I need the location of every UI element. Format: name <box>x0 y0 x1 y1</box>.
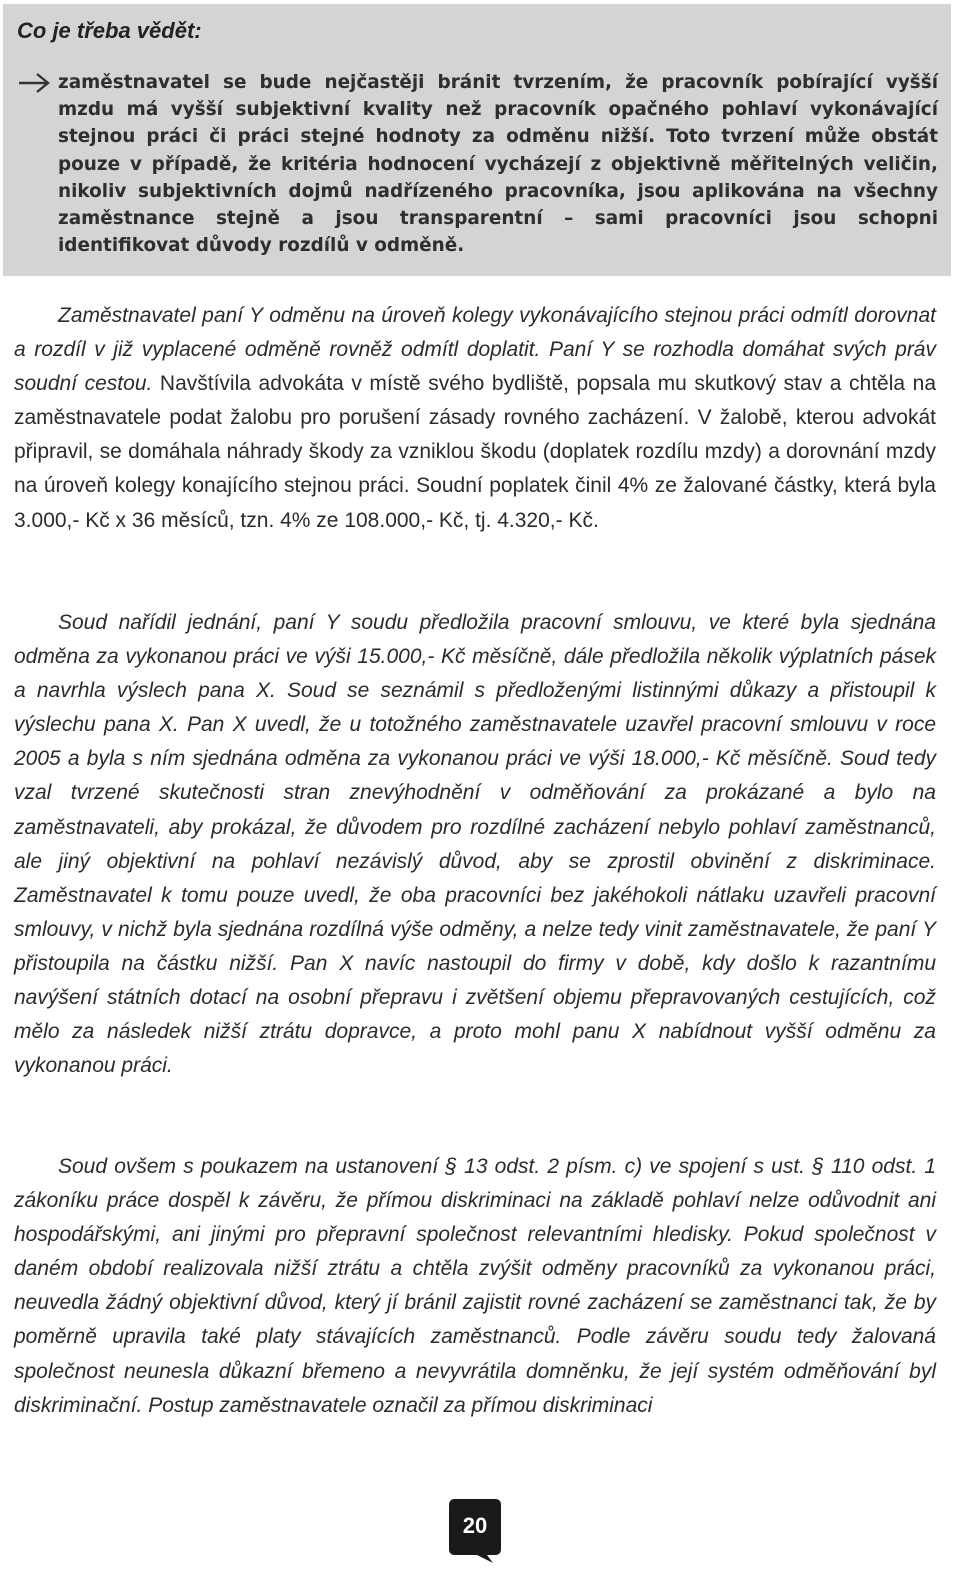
paragraph-1-part-2: Navštívila advokáta v místě svého bydliště, popsala mu skutkový stav a chtěla na zaměstnavatele podat žalobu pro porušení zásady rovného zacházení. <box>14 372 936 430</box>
page-number: 20 <box>462 1513 488 1538</box>
paragraph-2-part-2: Soud tedy vzal tvrzené skutečnosti stran znevýhodnění v odměňování za prokázané a bylo na zaměstnavateli, aby prokázal, že důvodem pro rozdílné zacházení nebylo pohlaví zaměstnanců, ale jiný objektivní na pohlaví nezávislý důvod, aby se zprostil obvinění z diskriminace. Zaměstnavatel k tomu pouze uvedl, že oba pracovníci bez jakéhokoli nátlaku uzavřeli pracovní smlouvy, v nichž byla sjednána rozdílná výše odměny, a nelze tedy vinit zaměstnavatele, že paní Y přistoupila na částku nižší. Pan X navíc nastoupil do firmy v době, kdy došlo k razantnímu navýšení státních dotací na osobní přepravu i zvětšení objemu přepravovaných cestujících, což mělo za následek nižší ztrátu dopravce, a proto mohl panu X nabídnout vyšší odměnu za vykonanou práci. <box>14 747 936 1078</box>
callout-text-part-2: Toto tvrzení může obstát pouze v případě, že kritéria hodnocení vycházejí z objektivně měřitelných veličin, nikoliv subjektivních dojmů nadřízeného pracovníka, jsou aplikována na všechny zaměstnance stejně a jsou transparentní – sami pracovníci jsou schopni identifikovat důvody rozdílů v odměně. <box>58 126 938 257</box>
paragraph-3-part-1: Soud ovšem s poukazem na ustanovení § 13 odst. 2 písm. c) ve spojení s ust. § 110 odst. 1 zákoníku práce dospěl k závěru, že přímou diskriminaci na základě pohlaví nelze odůvodnit ani hospodářskými, ani jinými pro přepravní společnost relevantními hledisky. Pokud společnost v daném období realizovala nižší ztrátu a chtěla zvýšit odměny pracovníků za vykonanou práci, neuvedla žádný objektivní důvod, který jí bránil zajistit rovné zacházení se zaměstnanci tak, že by poměrně upravila také platy stávajících zaměstnanců. Podle závěru soudu tedy žalovaná společnost neunesla důkazní břemeno a nevyvrátila domněnku, že její systém odměňování byl diskriminační. <box>14 1155 936 1417</box>
paragraph-1-part-3: V žalobě, kterou advokát připravil, se domáhala náhrady škody za vzniklou škodu (doplatek rozdílu mzdy) a dorovnání mzdy na úroveň kolegy konajícího stejnou práci. Soudní poplatek činil 4% ze žalované částky, která byla 3.000,- Kč x 36 měsíců, tzn. 4% ze 108.000,- Kč, tj. 4.320,- Kč. <box>14 406 936 532</box>
arrow-right-icon <box>17 72 51 94</box>
paragraph-3 <box>14 1150 936 1423</box>
paragraph-2 <box>14 606 936 1083</box>
callout-box <box>3 4 951 276</box>
callout-text-part-1: zaměstnavatel se bude nejčastěji bránit tvrzením, že pracovník pobírající vyšší mzdu má vyšší subjektivní kvality než pracovník opačného pohlaví vykonávající stejnou práci či práci stejné hodnoty za odměnu nižší. <box>58 72 938 148</box>
paragraph-2-part-1: Soud nařídil jednání, paní Y soudu předložila pracovní smlouvu, ve které byla sjednána odměna za vykonanou práci ve výši 15.000,- Kč měsíčně, dále předložila několik výplatních pásek a navrhla výslech pana X. Soud se seznámil s předloženými listinnými důkazy a přistoupil k výslechu pana X. Pan X uvedl, že u totožného zaměstnavatele uzavřel pracovní smlouvu v roce 2005 a byla s ním sjednána odměna za vykonanou práci ve výši 18.000,- Kč měsíčně. <box>14 611 936 771</box>
paragraph-1 <box>14 299 936 538</box>
callout-title: Co je třeba vědět: <box>17 18 202 43</box>
paragraph-3-part-2: Postup zaměstnavatele označil za přímou diskriminaci <box>142 1393 653 1417</box>
paragraph-1-part-1: Zaměstnavatel paní Y odměnu na úroveň kolegy vykonávajícího stejnou práci odmítl dorovnat a rozdíl v již vyplacené odměně rovněž odmítl doplatit. Paní Y se rozhodla domáhat svých práv soudní cestou. <box>14 304 936 396</box>
callout-text <box>58 69 938 259</box>
